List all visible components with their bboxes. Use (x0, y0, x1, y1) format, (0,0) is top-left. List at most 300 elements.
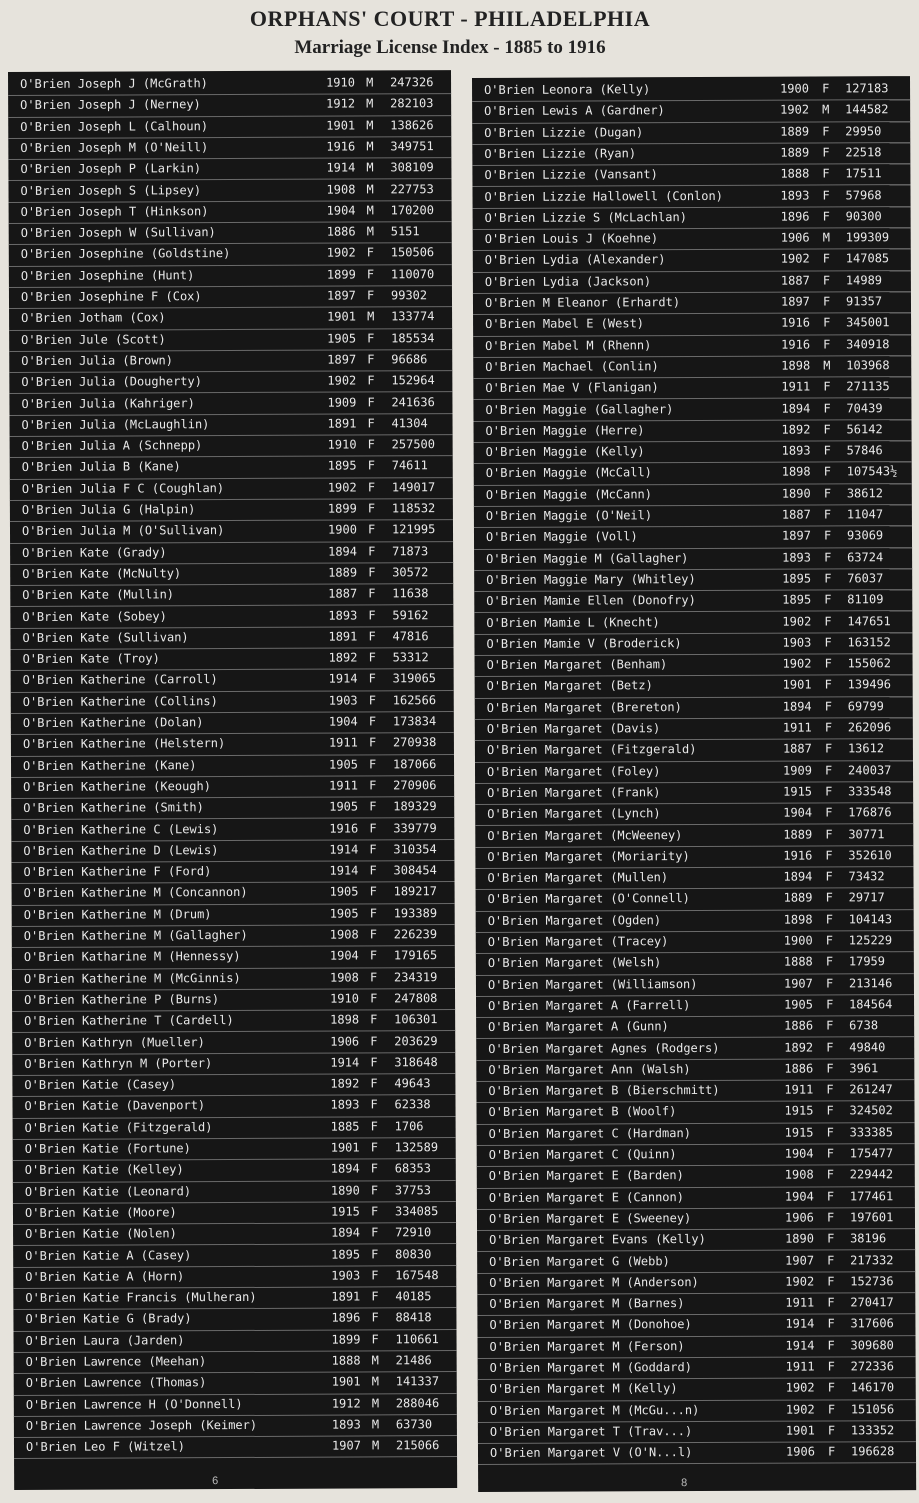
index-entry (12, 945, 455, 969)
entry-year: 1896 (331, 1310, 361, 1325)
entry-year: 1905 (329, 884, 359, 899)
entry-license-number: 121995 (391, 522, 436, 537)
entry-year: 1886 (326, 224, 356, 239)
entry-year: 1906 (785, 1444, 815, 1459)
entry-sex: F (370, 1033, 378, 1048)
entry-year: 1899 (327, 501, 357, 516)
entry-name: O'Brien Katherine (Smith) (23, 800, 204, 816)
index-entry (11, 775, 454, 799)
entry-name: O'Brien Julia (McLaughlin) (21, 416, 210, 432)
entry-license-number: 21486 (395, 1353, 432, 1368)
entry-license-number: 147085 (845, 251, 890, 266)
entry-sex: F (826, 1210, 835, 1225)
index-entry (473, 398, 911, 422)
entry-license-number: 177461 (849, 1188, 894, 1203)
entry-sex: F (823, 315, 831, 330)
entry-year: 1908 (784, 1167, 814, 1182)
entry-sex: F (368, 671, 376, 686)
entry-sex: F (371, 1225, 379, 1240)
entry-year: 1901 (782, 677, 812, 693)
entry-year: 1889 (780, 124, 810, 139)
entry-year: 1892 (330, 1076, 360, 1091)
entry-sex: F (824, 677, 832, 692)
entry-year: 1888 (331, 1353, 361, 1368)
entry-name: O'Brien Jotham (Cox) (21, 310, 166, 326)
entry-sex: F (827, 1295, 835, 1310)
entry-sex: F (823, 400, 831, 415)
entry-name: O'Brien Katherine T (Cardell) (24, 1013, 234, 1029)
entry-name: O'Brien Joseph S (Lipsey) (20, 182, 202, 198)
entry-year: 1902 (327, 480, 357, 495)
entry-name: O'Brien Lizzie (Ryan) (484, 146, 637, 161)
entry-name: O'Brien Margaret (Davis) (486, 721, 661, 736)
entry-year: 1911 (785, 1359, 815, 1374)
entry-sex: F (367, 394, 375, 409)
entry-sex: F (823, 379, 831, 394)
entry-name: O'Brien Joseph P (Larkin) (20, 161, 202, 177)
entry-license-number: 104143 (848, 911, 893, 927)
entry-name: O'Brien Julia G (Halpin) (21, 502, 196, 517)
entry-name: O'Brien Margaret E (Sweeney) (488, 1210, 692, 1226)
entry-license-number: 234319 (393, 969, 438, 984)
entry-year: 1902 (326, 245, 356, 261)
index-entry (13, 1116, 456, 1140)
entry-sex: M (366, 181, 374, 196)
entry-year: 1908 (329, 927, 359, 942)
entry-sex: F (369, 884, 377, 899)
entry-sex: F (826, 1189, 835, 1204)
index-entry (11, 839, 454, 863)
entry-year: 1888 (780, 166, 810, 181)
entry-license-number: 162566 (392, 692, 437, 708)
index-entry (475, 696, 913, 720)
entry-name: O'Brien Margaret (Welsh) (487, 955, 662, 971)
entry-sex: F (827, 1423, 836, 1438)
index-entry (477, 1228, 915, 1252)
index-entry (475, 824, 913, 848)
entry-name: O'Brien Kate (Sobey) (22, 608, 167, 624)
entry-name: O'Brien Katie (Fitzgerald) (24, 1119, 213, 1135)
entry-sex: M (823, 358, 831, 373)
page-title: ORPHANS' COURT - PHILADELPHIA (249, 6, 651, 31)
entry-license-number: 167548 (395, 1267, 439, 1283)
entry-license-number: 29950 (845, 123, 882, 138)
entry-sex: F (367, 416, 375, 431)
entry-name: O'Brien Lizzie (Dugan) (484, 124, 644, 140)
entry-year: 1904 (329, 948, 359, 963)
page-header (0, 0, 919, 72)
entry-license-number: 17511 (845, 166, 882, 181)
entry-license-number: 324502 (849, 1103, 893, 1118)
entry-sex: M (366, 117, 374, 133)
entry-name: O'Brien Katherine M (Gallagher) (23, 927, 248, 943)
entry-year: 1889 (328, 565, 358, 580)
entry-name: O'Brien Margaret (Foley) (486, 763, 661, 779)
entry-year: 1894 (328, 544, 358, 559)
entry-license-number: 17959 (848, 954, 886, 969)
entry-license-number: 57846 (846, 443, 883, 458)
entry-name: O'Brien Margaret T (Trav...) (489, 1423, 693, 1439)
entry-name: O'Brien Joseph T (Hinkson) (20, 203, 209, 219)
entry-year: 1897 (781, 528, 811, 543)
entry-name: O'Brien Margaret Evans (Kelly) (489, 1232, 706, 1248)
entry-name: O'Brien Maggie (Voll) (485, 529, 638, 545)
entry-sex: F (824, 550, 832, 565)
entry-sex: F (822, 124, 830, 139)
entry-year: 1900 (780, 81, 809, 96)
entry-license-number: 29717 (848, 890, 885, 905)
entry-license-number: 72910 (395, 1225, 432, 1240)
entry-name: O'Brien Kate (Grady) (22, 544, 167, 560)
entry-sex: F (826, 1082, 834, 1097)
index-entry (474, 483, 912, 507)
entry-name: O'Brien Joseph M (O'Neill) (20, 140, 209, 155)
entry-year: 1916 (329, 820, 359, 836)
entry-license-number: 257500 (391, 437, 436, 452)
entry-year: 1898 (783, 912, 813, 927)
entry-license-number: 163152 (847, 634, 891, 650)
entry-name: O'Brien Katharine M (Hennessy) (23, 949, 241, 965)
entry-sex: F (822, 81, 830, 96)
entry-license-number: 193389 (393, 905, 438, 921)
entry-sex: M (366, 203, 374, 218)
entry-year: 1887 (780, 273, 810, 288)
entry-year: 1898 (330, 1012, 360, 1027)
entry-license-number: 152736 (850, 1273, 894, 1289)
entry-name: O'Brien Margaret M (Donohoe) (489, 1317, 692, 1333)
entry-sex: F (827, 1316, 835, 1331)
entry-name: O'Brien Margaret (Fitzgerald) (486, 742, 697, 758)
page-subtitle: Marriage License Index - 1885 to 1916 (294, 37, 606, 58)
entry-sex: M (371, 1438, 380, 1453)
entry-license-number: 74611 (391, 458, 428, 473)
left-index-column (8, 70, 457, 1490)
entry-sex: F (825, 805, 833, 820)
entry-name: O'Brien Kathryn (Mueller) (24, 1034, 205, 1050)
entry-license-number: 69799 (847, 698, 884, 714)
entry-license-number: 227753 (390, 181, 434, 196)
entry-sex: F (823, 528, 832, 543)
entry-name: O'Brien Josephine (Hunt) (20, 267, 195, 283)
entry-name: O'Brien Katherine M (McGinnis) (23, 970, 241, 986)
entry-name: O'Brien Margaret (Lynch) (487, 806, 661, 822)
entry-license-number: 176876 (848, 805, 892, 820)
entry-license-number: 240037 (847, 762, 892, 777)
entry-license-number: 5151 (390, 224, 420, 239)
entry-name: O'Brien Katherine (Keough) (23, 779, 211, 794)
index-entry (474, 504, 912, 528)
entry-name: O'Brien Katherine (Collins) (22, 693, 218, 709)
entry-year: 1915 (784, 1125, 814, 1140)
entry-year: 1914 (330, 1055, 360, 1070)
entry-name: O'Brien Lawrence Joseph (Keimer) (25, 1417, 258, 1433)
entry-year: 1905 (329, 906, 359, 921)
index-entry (12, 924, 455, 948)
entry-sex: F (370, 1161, 379, 1176)
right-index-column (472, 76, 916, 1492)
index-entry (474, 440, 912, 464)
entry-license-number: 1706 (394, 1118, 424, 1134)
entry-sex: F (370, 1076, 378, 1091)
index-entry (476, 1100, 914, 1124)
entry-sex: F (368, 607, 376, 622)
index-entry (477, 1207, 915, 1231)
index-entry (476, 909, 914, 933)
entry-license-number: 6738 (849, 1018, 879, 1033)
entry-year: 1886 (784, 1018, 814, 1033)
entry-license-number: 151056 (850, 1401, 895, 1416)
entry-sex: F (824, 741, 833, 756)
index-entry (476, 930, 914, 954)
entry-name: O'Brien Katherine F (Ford) (23, 864, 212, 880)
entry-sex: F (366, 267, 375, 282)
entry-license-number: 53312 (392, 650, 429, 665)
entry-license-number: 38196 (850, 1231, 887, 1246)
entry-name: O'Brien Margaret (Frank) (487, 785, 661, 800)
entry-year: 1905 (328, 757, 358, 772)
entry-year: 1890 (785, 1231, 815, 1246)
entry-year: 1915 (784, 1103, 814, 1119)
entry-year: 1897 (327, 352, 357, 367)
entry-license-number: 333385 (849, 1124, 893, 1140)
entry-sex: F (367, 458, 375, 473)
entry-name: O'Brien Katie (Davenport) (24, 1098, 206, 1114)
entry-sex: F (368, 565, 376, 580)
entry-year: 1907 (785, 1253, 815, 1268)
entry-name: O'Brien Maggie (McCall) (485, 465, 652, 481)
entry-name: O'Brien Katherine M (Drum) (23, 906, 212, 922)
entry-sex: M (366, 96, 374, 111)
entry-name: O'Brien Maggie (McCann) (485, 486, 653, 502)
index-entry (476, 1079, 914, 1103)
entry-license-number: 88418 (395, 1310, 432, 1325)
entry-sex: F (370, 1119, 378, 1134)
entry-year: 1895 (782, 571, 812, 586)
entry-year: 1903 (782, 635, 812, 650)
entry-sex: F (823, 443, 831, 458)
entry-sex: M (371, 1374, 379, 1389)
entry-year: 1886 (784, 1061, 814, 1076)
index-entry (476, 994, 914, 1018)
entry-year: 1902 (785, 1274, 815, 1289)
entry-year: 1893 (782, 550, 812, 565)
entry-year: 1903 (328, 693, 358, 708)
entry-name: O'Brien Margaret M (McGu...n) (489, 1402, 700, 1418)
entry-name: O'Brien Joseph W (Sullivan) (20, 225, 216, 241)
entry-name: O'Brien Margaret Ann (Walsh) (488, 1061, 691, 1077)
index-entry (11, 732, 454, 756)
index-entry (476, 1058, 914, 1082)
entry-name: O'Brien Mamie V (Broderick) (486, 635, 682, 651)
entry-sex: M (822, 230, 830, 245)
index-entry (475, 717, 913, 741)
entry-name: O'Brien Margaret M (Goddard) (489, 1360, 692, 1375)
entry-year: 1891 (328, 629, 358, 644)
entry-sex: F (369, 842, 377, 857)
entry-year: 1889 (780, 145, 810, 160)
index-entry (10, 477, 453, 501)
entry-sex: M (371, 1417, 380, 1432)
entry-license-number: 309680 (850, 1337, 894, 1353)
entry-license-number: 271135 (846, 379, 890, 394)
index-entry (475, 760, 913, 784)
entry-sex: F (371, 1289, 379, 1304)
entry-year: 1907 (331, 1438, 361, 1453)
index-entry (476, 973, 914, 997)
entry-year: 1901 (327, 309, 357, 324)
entry-license-number: 62338 (394, 1097, 431, 1112)
entry-year: 1897 (780, 294, 810, 309)
entry-license-number: 38612 (846, 485, 883, 501)
entry-name: O'Brien Margaret (Tracey) (487, 934, 669, 949)
entry-year: 1901 (326, 118, 356, 133)
entry-year: 1901 (331, 1374, 361, 1389)
entry-name: O'Brien Jule (Scott) (21, 331, 166, 347)
entry-name: O'Brien Julia F C (Coughlan) (21, 480, 225, 496)
entry-year: 1904 (326, 203, 356, 218)
entry-license-number: 150506 (390, 245, 435, 260)
entry-sex: F (826, 997, 834, 1012)
index-entry (8, 157, 451, 181)
entry-year: 1902 (782, 614, 812, 629)
entry-license-number: 76037 (847, 571, 884, 586)
entry-license-number: 345001 (846, 315, 890, 330)
entry-license-number: 203629 (394, 1033, 438, 1048)
entry-license-number: 241636 (391, 394, 435, 409)
entry-sex: F (823, 507, 832, 522)
entry-name: O'Brien Leo F (Witzel) (25, 1439, 185, 1455)
entry-license-number: 144582 (845, 102, 889, 117)
entry-license-number: 41304 (391, 415, 428, 431)
entry-sex: F (368, 756, 377, 772)
entry-name: O'Brien Margaret E (Barden) (488, 1168, 684, 1184)
entry-year: 1907 (783, 976, 813, 991)
entry-license-number: 199309 (845, 230, 890, 245)
entry-name: O'Brien Maggie (Kelly) (485, 444, 645, 460)
entry-year: 1916 (783, 848, 813, 863)
entry-name: O'Brien Josephine F (Cox) (20, 289, 202, 304)
entry-sex: F (825, 912, 833, 927)
index-entry (476, 951, 914, 975)
entry-license-number: 70439 (846, 400, 883, 415)
entry-year: 1902 (782, 656, 812, 671)
entry-license-number: 272336 (850, 1359, 895, 1374)
entry-license-number: 118532 (391, 501, 436, 516)
entry-sex: F (827, 1252, 835, 1267)
entry-license-number: 170200 (390, 202, 434, 218)
entry-name: O'Brien Katherine P (Burns) (24, 991, 220, 1007)
entry-license-number: 56142 (846, 422, 883, 437)
entry-year: 1892 (328, 650, 358, 665)
entry-sex: F (822, 251, 831, 266)
entry-year: 1914 (329, 842, 359, 857)
entry-sex: F (826, 1103, 834, 1118)
entry-name: O'Brien Margaret M (Kelly) (489, 1381, 678, 1397)
entry-sex: F (822, 187, 830, 202)
index-entry (475, 653, 913, 677)
entry-year: 1910 (326, 75, 355, 90)
entry-license-number: 3961 (849, 1061, 879, 1076)
entry-license-number: 149017 (391, 479, 436, 495)
entry-license-number: 93069 (846, 528, 884, 543)
entry-sex: M (367, 309, 375, 324)
entry-year: 1894 (781, 401, 811, 416)
entry-license-number: 11638 (392, 586, 429, 601)
entry-license-number: 91357 (845, 294, 883, 309)
entry-year: 1892 (784, 1040, 814, 1055)
index-entry (13, 1222, 456, 1246)
index-entry (473, 206, 911, 230)
entry-license-number: 173834 (392, 714, 437, 729)
entry-sex: F (826, 1061, 834, 1076)
entry-sex: F (367, 437, 375, 452)
entry-year: 1894 (330, 1161, 360, 1176)
entry-name: O'Brien Katie A (Horn) (25, 1269, 185, 1284)
entry-year: 1911 (329, 778, 359, 793)
entry-license-number: 152964 (391, 373, 435, 388)
entry-sex: F (827, 1338, 835, 1353)
entry-license-number: 215066 (395, 1438, 440, 1453)
entry-year: 1908 (326, 181, 356, 197)
entry-name: O'Brien Julia M (O'Sullivan) (21, 523, 225, 539)
entry-year: 1906 (784, 1210, 814, 1225)
index-entry (473, 334, 911, 358)
index-entry (472, 121, 910, 145)
entry-year: 1895 (782, 592, 812, 607)
entry-sex: F (369, 906, 377, 921)
entry-year: 1908 (329, 970, 359, 985)
entry-license-number: 107543½ (846, 464, 898, 479)
entry-license-number: 189217 (393, 884, 437, 899)
index-entry (11, 860, 454, 884)
entry-sex: F (823, 464, 831, 479)
entry-sex: F (826, 1125, 834, 1140)
entry-license-number: 319065 (392, 671, 437, 686)
entry-sex: F (369, 927, 378, 942)
entry-license-number: 270417 (850, 1295, 894, 1310)
entry-name: O'Brien Mamie Ellen (Donofry) (486, 593, 696, 609)
entry-license-number: 175477 (849, 1146, 894, 1161)
index-entry (12, 967, 455, 991)
index-entry (478, 1420, 916, 1444)
entry-license-number: 30572 (392, 565, 429, 580)
entry-name: O'Brien Katie (Kelley) (24, 1162, 184, 1178)
entry-license-number: 22518 (845, 145, 882, 160)
entry-year: 1916 (326, 139, 356, 154)
entry-sex: F (369, 969, 378, 985)
index-entry (11, 690, 454, 714)
entry-year: 1904 (784, 1189, 814, 1204)
entry-sex: F (368, 586, 376, 601)
entry-sex: F (367, 501, 376, 516)
entry-license-number: 282103 (390, 96, 434, 111)
index-entry (476, 1015, 914, 1039)
entry-sex: F (827, 1274, 835, 1289)
entry-sex: F (368, 735, 377, 750)
index-entry (473, 270, 911, 294)
entry-license-number: 229442 (849, 1167, 894, 1182)
index-entry (472, 99, 910, 123)
entry-sex: F (825, 954, 834, 969)
entry-name: O'Brien Lawrence (Thomas) (25, 1375, 207, 1391)
entry-name: O'Brien Mabel E (West) (485, 316, 645, 332)
index-entry (11, 711, 454, 735)
entry-sex: F (370, 991, 378, 1006)
entry-sex: F (824, 720, 833, 735)
entry-year: 1888 (783, 954, 813, 969)
entry-license-number: 318648 (394, 1054, 438, 1070)
index-entry (476, 1037, 914, 1061)
